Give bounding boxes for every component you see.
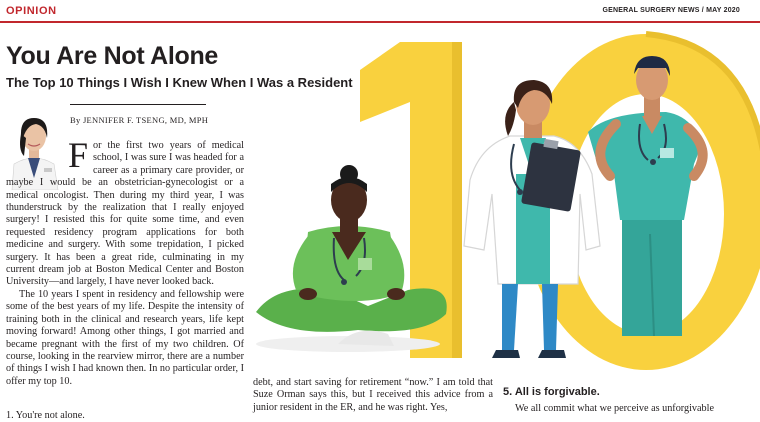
column-3 — [503, 403, 743, 415]
column-1 — [6, 135, 244, 388]
list-heading-5: 5. All is forgivable. — [503, 386, 600, 398]
page-header — [0, 0, 760, 24]
article-title: You Are Not Alone — [6, 42, 219, 70]
section-label: OPINION — [6, 5, 57, 17]
list-item-heading: 1. You're not alone. — [6, 410, 85, 421]
column-2 — [253, 377, 493, 414]
paragraph-1 — [6, 135, 244, 289]
byline-rule — [70, 104, 206, 105]
column-3-text: We all commit what we perceive as unforgivable — [515, 403, 714, 414]
paragraph-1-text: or the first two years of medical school, I was sure I was headed for a career as a primary care provider, or maybe I would be an obstetrician-gynecologist or a medical oncologist. Then during my third year, I was thunderstruck by the realization that I really enjoyed surgery! I resisted this for quite some time, and even requested residency program applications for both medicine and surgery. With some trepidation, I picked surgery. It has been a great ride, culminating in my current dream job at Boston Medical Center and Boston University—and largely, I have never looked back. — [6, 140, 244, 288]
byline: By JENNIFER F. TSENG, MD, MPH — [70, 115, 209, 125]
column-2-text: debt, and start saving for retirement “now.” I am told that Suze Orman says this, but I received this advice from a junior resident in the ER, and he was right. Yes, — [253, 377, 493, 413]
header-rule — [0, 21, 760, 23]
illustration-ten-doctors — [248, 24, 760, 374]
drop-cap: F — [68, 135, 89, 175]
paragraph-2: The 10 years I spent in residency and fellowship were some of the best years of my life. Despite the intensity of training both in the clinical and research years, life kept moving forward! Among other things, I got married and became pregnant with the first of my two children. Of course, looking in the rearview mirror, there are a number of things I wish I had known then. In no particular order, I offer my top 10. — [6, 288, 244, 387]
running-head: GENERAL SURGERY NEWS / MAY 2020 — [602, 7, 740, 14]
article-subtitle: The Top 10 Things I Wish I Knew When I Was a Resident — [6, 75, 353, 90]
